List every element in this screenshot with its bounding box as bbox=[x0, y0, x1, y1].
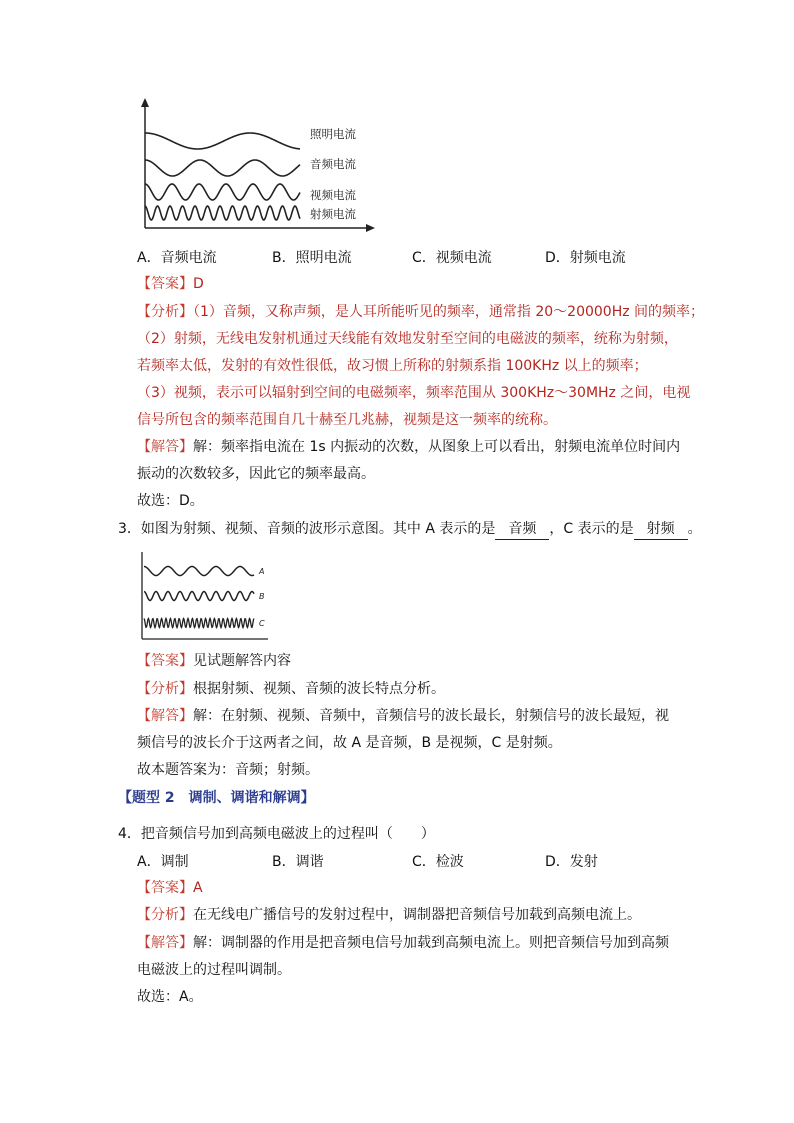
q4-choose: 故选：A。 bbox=[137, 989, 203, 1005]
q3-stem-mid: ，C 表示的是 bbox=[549, 521, 634, 537]
q3-stem bbox=[118, 519, 702, 540]
waveform-figure-2 bbox=[138, 548, 278, 643]
waveform-figure-1 bbox=[130, 95, 380, 235]
q3-blank-a[interactable]: 音频 bbox=[495, 519, 549, 540]
rf-current-wave bbox=[145, 206, 300, 220]
q2-option-d[interactable]: D．射频电流 bbox=[545, 250, 626, 266]
wave-label-c: C bbox=[259, 619, 265, 628]
q4-option-b[interactable]: B．调谐 bbox=[272, 854, 324, 870]
q2-solution-line-2: 振动的次数较多，因此它的频率最高。 bbox=[137, 466, 375, 482]
wave-c bbox=[144, 619, 254, 628]
analysis-tag: 【分析】 bbox=[137, 304, 193, 320]
analysis-tag: 【分析】 bbox=[137, 681, 193, 697]
answer-tag: 【答案】 bbox=[137, 880, 193, 896]
wave-b bbox=[144, 592, 254, 601]
solution-tag: 【解答】 bbox=[137, 439, 193, 455]
q2-analysis-line-3: 若频率太低，发射的有效性很低，故习惯上所称的射频系指 100KHz 以上的频率； bbox=[137, 358, 648, 374]
q2-analysis-line-2: （2）射频，无线电发射机通过天线能有效地发射至空间的电磁波的频率，统称为射频， bbox=[137, 331, 678, 347]
x-axis-arrow bbox=[366, 224, 375, 232]
analysis-tag: 【分析】 bbox=[137, 907, 193, 923]
q3-stem-pre: 3．如图为射频、视频、音频的波形示意图。其中 A 表示的是 bbox=[118, 521, 496, 537]
q2-option-c[interactable]: C．视频电流 bbox=[412, 250, 492, 266]
q4-solution-line-1 bbox=[137, 933, 669, 953]
wave-label-a: A bbox=[259, 567, 265, 576]
q2-analysis-line-4: （3）视频，表示可以辐射到空间的电磁频率，频率范围从 300KHz～30MHz 之间，电视 bbox=[137, 385, 691, 401]
q3-answer bbox=[137, 651, 291, 671]
wave-label-audio: 音频电流 bbox=[310, 157, 356, 171]
analysis-text: 在无线电广播信号的发射过程中，调制器把音频信号加载到高频电流上。 bbox=[193, 907, 641, 923]
analysis-text: （1）音频，又称声频，是人耳所能听见的频率，通常指 20～20000Hz 间的频率； bbox=[193, 304, 705, 320]
answer-value: 见试题解答内容 bbox=[193, 653, 291, 669]
q4-analysis bbox=[137, 905, 641, 925]
answer-tag: 【答案】 bbox=[137, 653, 193, 669]
q4-option-d[interactable]: D．发射 bbox=[545, 854, 598, 870]
lighting-current-wave bbox=[145, 133, 300, 149]
q4-solution-line-2: 电磁波上的过程叫调制。 bbox=[137, 962, 291, 978]
solution-tag: 【解答】 bbox=[137, 708, 193, 724]
solution-tag: 【解答】 bbox=[137, 935, 193, 951]
q3-solution-line-1 bbox=[137, 706, 669, 726]
q3-analysis bbox=[137, 679, 445, 699]
q2-option-b[interactable]: B．照明电流 bbox=[272, 250, 352, 266]
q2-option-a[interactable]: A．音频电流 bbox=[137, 250, 217, 266]
q3-stem-end: 。 bbox=[687, 521, 702, 537]
q3-final: 故本题答案为：音频；射频。 bbox=[137, 762, 319, 778]
wave-label-b: B bbox=[259, 592, 265, 601]
wave-a bbox=[144, 567, 254, 576]
q2-answer bbox=[137, 274, 204, 294]
wave-label-rf: 射频电流 bbox=[310, 207, 356, 221]
video-current-wave bbox=[145, 184, 300, 200]
q2-choose: 故选：D。 bbox=[137, 493, 204, 509]
wave-label-video: 视频电流 bbox=[310, 188, 356, 202]
y-axis-arrow bbox=[141, 98, 149, 107]
answer-value: A bbox=[193, 880, 203, 896]
q2-solution-line-1 bbox=[137, 437, 680, 457]
solution-text: 解：频率指电流在 1s 内振动的次数，从图象上可以看出，射频电流单位时间内 bbox=[193, 439, 681, 455]
q4-answer bbox=[137, 878, 203, 898]
q3-solution-line-2: 频信号的波长介于这两者之间，故 A 是音频，B 是视频，C 是射频。 bbox=[137, 735, 562, 751]
solution-text: 解：调制器的作用是把音频电信号加载到高频电流上。则把音频信号加到高频 bbox=[193, 935, 669, 951]
solution-text: 解：在射频、视频、音频中，音频信号的波长最长，射频信号的波长最短，视 bbox=[193, 708, 669, 724]
q2-analysis-line-1 bbox=[137, 302, 704, 322]
q4-option-a[interactable]: A．调制 bbox=[137, 854, 189, 870]
section-heading: 【题型 2 调制、调谐和解调】 bbox=[118, 790, 315, 806]
q4-stem: 4．把音频信号加到高频电磁波上的过程叫（ ） bbox=[118, 826, 435, 842]
analysis-text: 根据射频、视频、音频的波长特点分析。 bbox=[193, 681, 445, 697]
answer-tag: 【答案】 bbox=[137, 276, 193, 292]
audio-current-wave bbox=[145, 160, 300, 176]
q4-option-c[interactable]: C．检波 bbox=[412, 854, 464, 870]
wave-label-lighting: 照明电流 bbox=[310, 127, 356, 141]
q2-analysis-line-5: 信号所包含的频率范围自几十赫至几兆赫，视频是这一频率的统称。 bbox=[137, 412, 557, 428]
answer-value: D bbox=[193, 276, 204, 292]
q3-blank-c[interactable]: 射频 bbox=[634, 519, 688, 540]
